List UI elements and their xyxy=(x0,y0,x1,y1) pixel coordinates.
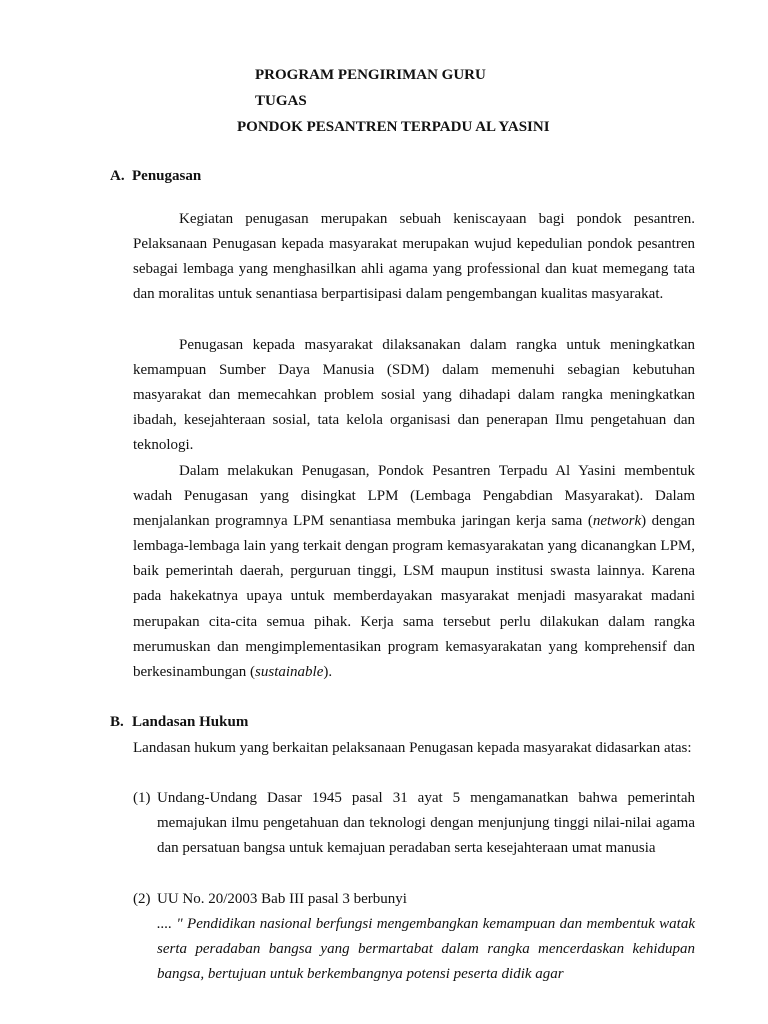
list-item-2-quote: .... " Pendidikan nasional berfungsi mengembangkan kemampuan dan membentuk watak serta peradaban bangsa yang bermartabat dalam rangka mencerdaskan kehidupan bangsa, bertujuan untuk berkembangnya potensi peserta didik agar xyxy=(157,916,695,983)
paragraph-3-text-a: Dalam melakukan Penugasan, Pondok Pesantren Terpadu Al Yasini membentuk wadah Penugasan yang disingkat LPM (Lembaga Pengabdian Masyarakat). Dalam menjalankan programnya LPM senantiasa membuka jaringan kerja sama ( xyxy=(133,463,695,530)
section-a-letter: A. xyxy=(110,168,125,184)
title-tugas: TUGAS xyxy=(255,93,307,109)
list-item-1-text: Undang-Undang Dasar 1945 pasal 31 ayat 5 mengamanatkan bahwa pemerintah memajukan ilmu pengetahuan dan teknologi dengan menjunjung tinggi nilai-nilai agama dan persatuan bangsa untuk kemajuan peradaban serta kesejahteraan umat manusia xyxy=(157,790,695,857)
title-program: PROGRAM PENGIRIMAN GURU xyxy=(255,67,486,83)
paragraph-3-text-b: ) dengan lembaga-lembaga lain yang terkait dengan program kemasyarakatan yang dicanangkan LPM, baik pemerintah daerah, perguruan tinggi, LSM maupun institusi swasta lainnya. Karena pada hakekatnya upaya untuk memberdayakan masyarakat menjadi masyarakat madani merupakan cita-cita semua pihak. Kerja sama tersebut perlu dilakukan dalam rangka merumuskan dan mengimplementasikan program kemasyarakatan yang komprehensif dan berkesinambungan ( xyxy=(133,513,696,680)
list-item-2-text: UU No. 20/2003 Bab III pasal 3 berbunyi xyxy=(157,891,407,907)
section-a-title: Penugasan xyxy=(132,168,202,184)
section-b-intro: Landasan hukum yang berkaitan pelaksanaan Penugasan kepada masyarakat didasarkan atas: xyxy=(133,740,692,756)
section-b-letter: B. xyxy=(110,714,124,730)
network-term: network xyxy=(592,513,642,530)
list-item-1-label: (1) xyxy=(133,790,151,806)
section-a-paragraph-1: Kegiatan penugasan merupakan sebuah keniscayaan bagi pondok pesantren. Pelaksanaan Penugasan kepada masyarakat merupakan wujud kepedulian pondok pesantren sebagai lembaga yang menghasilkan ahli agama yang professional dan kuat memegang tata dan moralitas untuk senantiasa berpartisipasi dalam pengembangan kualitas masyarakat. xyxy=(133,211,695,303)
sustainable-term: sustainable xyxy=(255,663,324,680)
section-a-paragraph-3 xyxy=(133,459,695,685)
title-pondok: PONDOK PESANTREN TERPADU AL YASINI xyxy=(237,119,550,135)
section-a-paragraph-2: Penugasan kepada masyarakat dilaksanakan dalam rangka untuk meningkatkan kemampuan Sumber Daya Manusia (SDM) dalam memenuhi sebagian kebutuhan masyarakat dan memecahkan problem sosial yang dihadapi dalam rangka meningkatkan ibadah, kesejahteraan sosial, tata kelola organisasi dan penerapan Ilmu pengetahuan dan teknologi. xyxy=(133,337,695,454)
section-a-heading xyxy=(110,168,201,185)
section-b-heading xyxy=(110,714,248,731)
list-item-2-label: (2) xyxy=(133,891,151,907)
paragraph-3-text-c: ). xyxy=(323,663,333,680)
section-b-title: Landasan Hukum xyxy=(132,714,249,730)
